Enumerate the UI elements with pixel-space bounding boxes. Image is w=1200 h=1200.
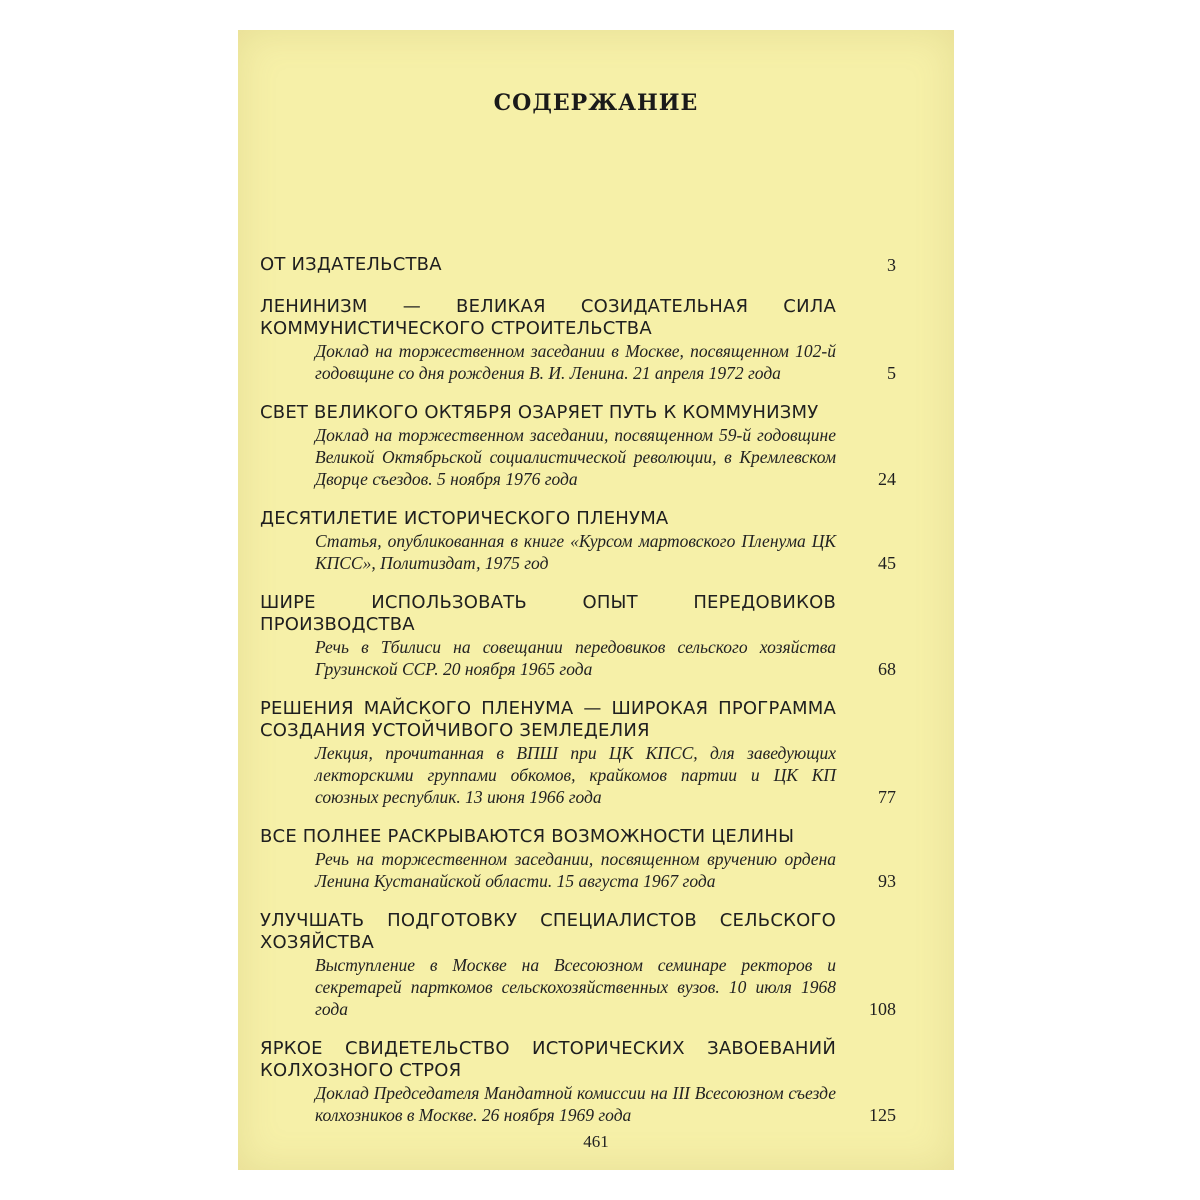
page-title: СОДЕРЖАНИЕ	[493, 90, 699, 116]
toc-entry	[260, 296, 896, 384]
toc-entry	[260, 910, 896, 1020]
toc-entry-page: 125	[869, 1105, 896, 1125]
toc-entry-title: ЛЕНИНИЗМ — ВЕЛИКАЯ СОЗИДАТЕЛЬНАЯ СИЛА КОММУНИСТИЧЕСКОГО СТРОИТЕЛЬСТВА	[260, 296, 836, 339]
toc-entry-title: СВЕТ ВЕЛИКОГО ОКТЯБРЯ ОЗАРЯЕТ ПУТЬ К КОММУНИЗМУ	[260, 402, 819, 423]
toc-entry-title: ВСЕ ПОЛНЕЕ РАСКРЫВАЮТСЯ ВОЗМОЖНОСТИ ЦЕЛИНЫ	[260, 826, 795, 847]
toc-entry-description: Лекция, прочитанная в ВПШ при ЦК КПСС, для заведующих лекторскими группами обкомов, крайкомов партии и ЦК КП союзных республик. 13 июня 1966 года	[315, 743, 836, 807]
toc-entry	[260, 592, 896, 680]
page-number: 461	[583, 1132, 609, 1151]
toc-entry-title: РЕШЕНИЯ МАЙСКОГО ПЛЕНУМА — ШИРОКАЯ ПРОГРАММА СОЗДАНИЯ УСТОЙЧИВОГО ЗЕМЛЕДЕЛИЯ	[260, 698, 836, 741]
toc-entry	[260, 402, 896, 490]
toc-entry-page: 24	[878, 469, 896, 489]
toc-entry-description: Речь в Тбилиси на совещании передовиков сельского хозяйства Грузинской ССР. 20 ноября 1965 года	[315, 637, 836, 679]
toc-entry-description: Доклад на торжественном заседании, посвященном 59-й годовщине Великой Октябрьской социалистической революции, в Кремлевском Дворце съездов. 5 ноября 1976 года	[315, 425, 836, 489]
toc-entry-description: Статья, опубликованная в книге «Курсом мартовского Пленума ЦК КПСС», Политиздат, 1975 год	[315, 531, 836, 573]
toc-entry	[260, 1038, 896, 1126]
toc-entry-title: ДЕСЯТИЛЕТИЕ ИСТОРИЧЕСКОГО ПЛЕНУМА	[260, 508, 669, 529]
toc-entry-description: Речь на торжественном заседании, посвященном вручению ордена Ленина Кустанайской области. 15 августа 1967 года	[315, 849, 836, 891]
toc-entry-description: Доклад Председателя Мандатной комиссии на III Всесоюзном съезде колхозников в Москве. 26 ноября 1969 года	[315, 1083, 836, 1125]
toc-entry	[260, 508, 896, 574]
toc-entry-page: 93	[878, 871, 896, 891]
toc-entry-title: ОТ ИЗДАТЕЛЬСТВА	[260, 254, 442, 275]
toc-entry	[260, 698, 896, 808]
toc-entry	[260, 826, 896, 892]
toc-entry-description: Выступление в Москве на Всесоюзном семинаре ректоров и секретарей парткомов сельскохозяйственных вузов. 10 июля 1968 года	[315, 955, 836, 1019]
toc-entry-page: 77	[878, 787, 896, 807]
toc-entry-page: 68	[878, 659, 896, 679]
toc-entry-title: ШИРЕ ИСПОЛЬЗОВАТЬ ОПЫТ ПЕРЕДОВИКОВ ПРОИЗВОДСТВА	[260, 592, 836, 635]
toc-entry-description: Доклад на торжественном заседании в Москве, посвященном 102-й годовщине со дня рождения В. И. Ленина. 21 апреля 1972 года	[315, 341, 836, 383]
toc-entry	[260, 254, 896, 276]
toc-entry-title: ЯРКОЕ СВИДЕТЕЛЬСТВО ИСТОРИЧЕСКИХ ЗАВОЕВАНИЙ КОЛХОЗНОГО СТРОЯ	[260, 1038, 836, 1081]
toc-entry-title: УЛУЧШАТЬ ПОДГОТОВКУ СПЕЦИАЛИСТОВ СЕЛЬСКОГО ХОЗЯЙСТВА	[260, 910, 836, 953]
toc-entry-page: 108	[869, 999, 896, 1019]
book-page	[238, 30, 954, 1170]
table-of-contents	[260, 254, 896, 1144]
toc-entry-page: 5	[887, 363, 896, 383]
toc-entry-page: 45	[878, 553, 896, 573]
toc-entry-page: 3	[887, 255, 896, 275]
